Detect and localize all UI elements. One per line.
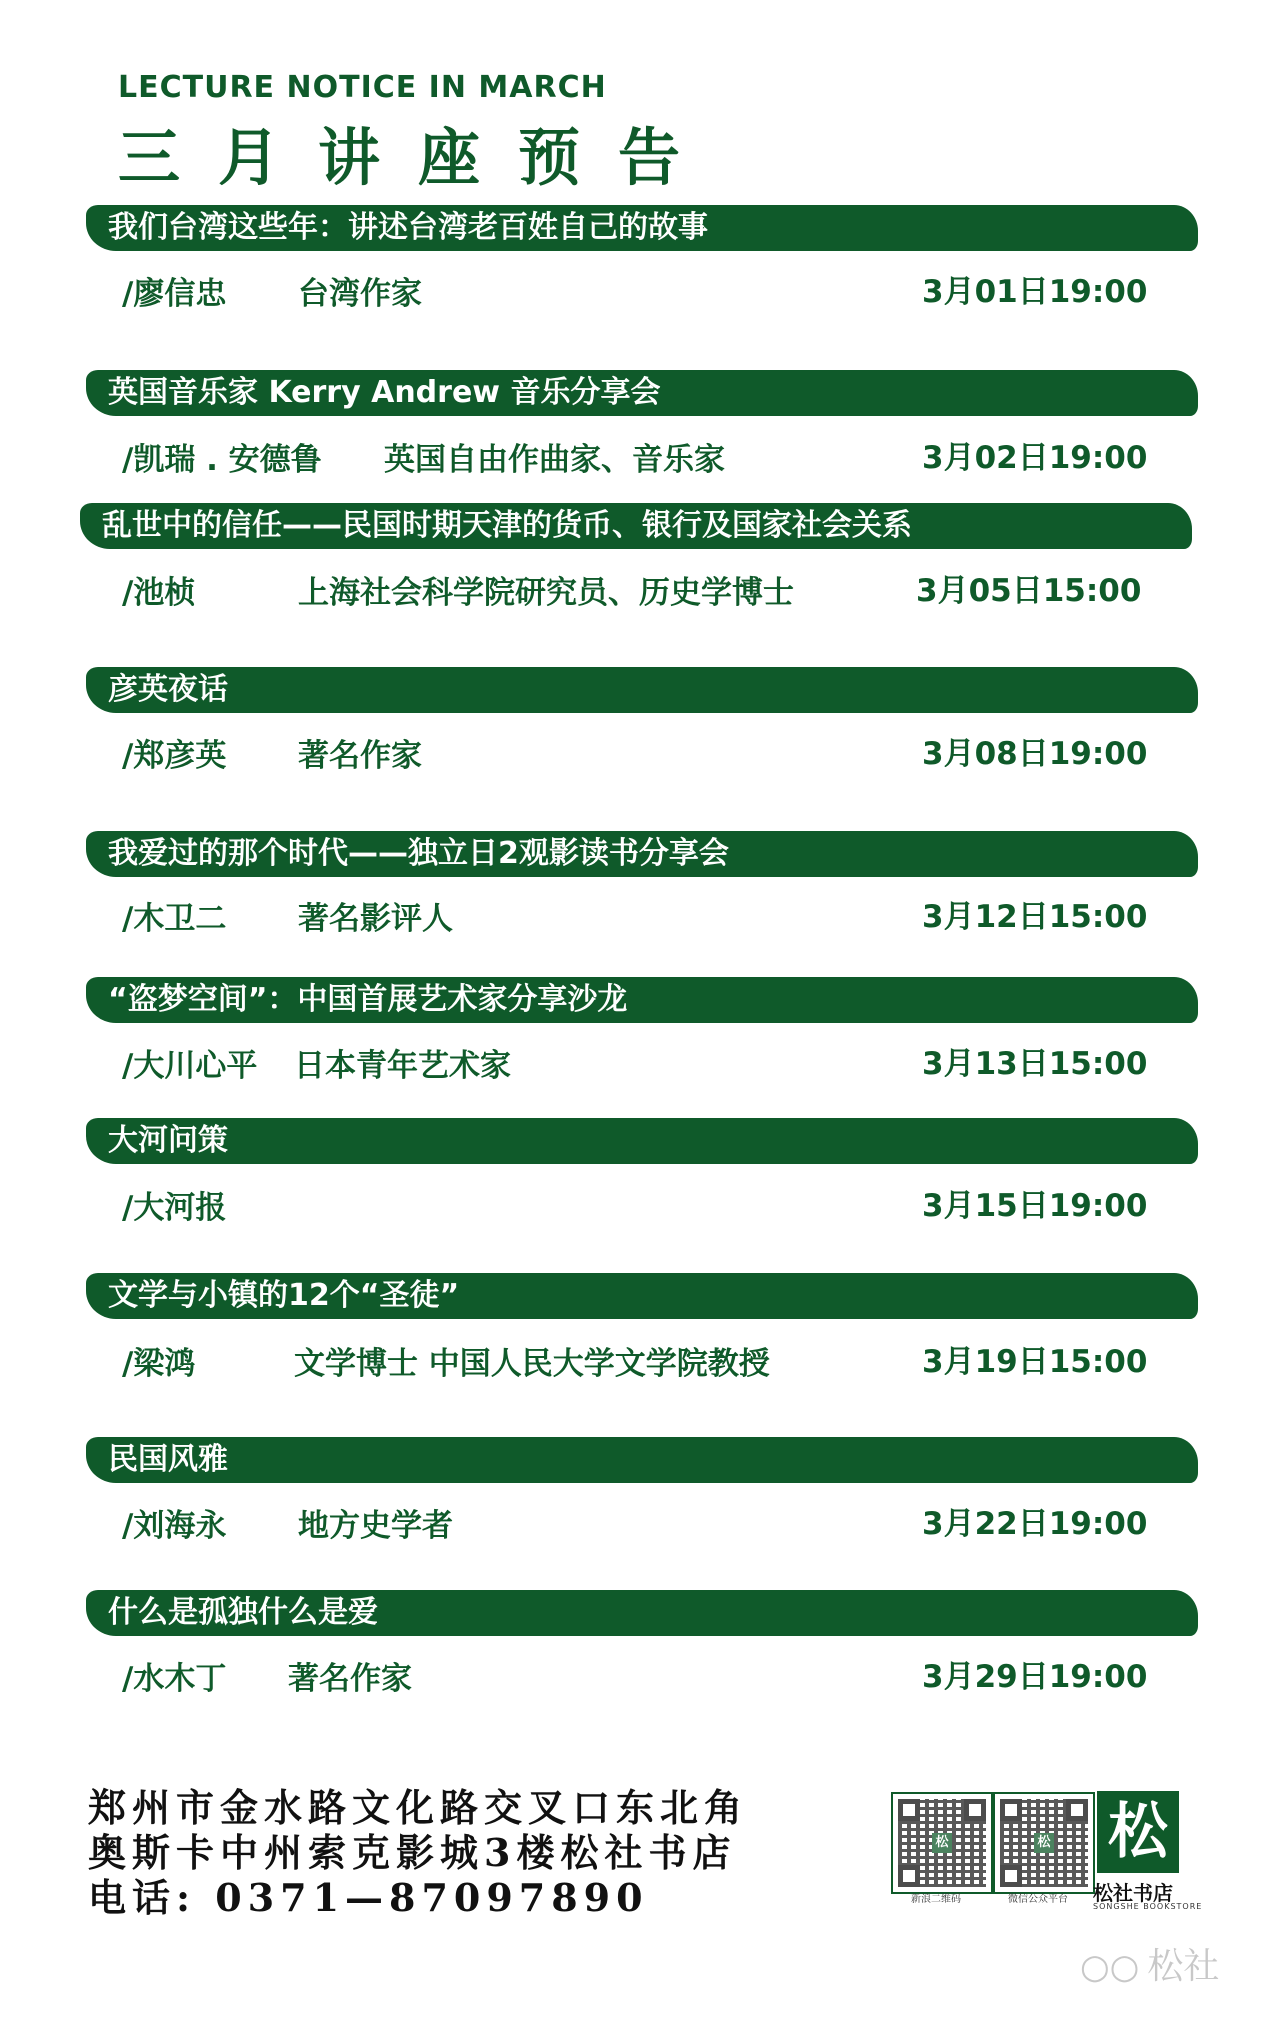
watermark-text: 松社 <box>1147 1946 1220 1987</box>
weibo-qr-caption: 新浪二维码 <box>911 1894 961 1905</box>
event-speaker: /水木丁 <box>122 1661 227 1697</box>
event-speaker-role: 地方史学者 <box>298 1508 453 1544</box>
address-line-2: 奥斯卡中州索克影城3楼松社书店 <box>88 1830 737 1875</box>
event-speaker: /梁鸿 <box>122 1346 196 1382</box>
phone-number: 电话: 0371—87097890 <box>88 1875 649 1920</box>
event-speaker: /刘海永 <box>122 1508 227 1544</box>
event-time: 3月02日19:00 <box>922 440 1148 476</box>
bookstore-name: 松社书店 <box>1093 1881 1173 1905</box>
event-title-bar: 我们台湾这些年：讲述台湾老百姓自己的故事 <box>86 205 1198 251</box>
event-time: 3月19日15:00 <box>922 1344 1148 1380</box>
event-title-bar: 什么是孤独什么是爱 <box>86 1590 1198 1636</box>
event-speaker: /大川心平 <box>122 1048 258 1084</box>
qr-center-logo-icon: 松 <box>932 1833 952 1853</box>
weibo-qr-code <box>891 1792 993 1894</box>
page-title: 三月讲座预告 <box>118 121 719 194</box>
wechat-qr-code <box>993 1792 1095 1894</box>
event-time: 3月13日15:00 <box>922 1046 1148 1082</box>
event-title-bar: 乱世中的信任——民国时期天津的货币、银行及国家社会关系 <box>80 503 1192 549</box>
address-line-1: 郑州市金水路文化路交叉口东北角 <box>88 1785 749 1830</box>
event-speaker: /木卫二 <box>122 901 227 937</box>
event-speaker-role: 著名作家 <box>288 1661 412 1697</box>
event-title-bar: 大河问策 <box>86 1118 1198 1164</box>
event-speaker-role: 台湾作家 <box>298 276 422 312</box>
header-subtitle-en: LECTURE NOTICE IN MARCH <box>118 70 607 105</box>
address-block <box>88 1785 748 1920</box>
event-time: 3月22日19:00 <box>922 1506 1148 1542</box>
event-speaker: /凯瑞 . 安德鲁 <box>122 442 322 478</box>
qr-center-logo-icon: 松 <box>1034 1833 1054 1853</box>
event-speaker-role: 日本青年艺术家 <box>294 1048 511 1084</box>
event-time: 3月05日15:00 <box>916 573 1142 609</box>
event-title-bar: 民国风雅 <box>86 1437 1198 1483</box>
event-title-bar: 英国音乐家 Kerry Andrew 音乐分享会 <box>86 370 1198 416</box>
wechat-qr-caption: 微信公众平台 <box>1008 1894 1068 1905</box>
event-speaker: /大河报 <box>122 1190 227 1226</box>
event-title-bar: 我爱过的那个时代——独立日2观影读书分享会 <box>86 831 1198 877</box>
event-speaker-role: 著名影评人 <box>298 901 453 937</box>
event-speaker-role: 英国自由作曲家、音乐家 <box>384 442 725 478</box>
event-title-bar: 文学与小镇的12个“圣徒” <box>86 1273 1198 1319</box>
event-speaker: /郑彦英 <box>122 738 227 774</box>
event-speaker: /廖信忠 <box>122 276 227 312</box>
bookstore-name-en: SONGSHE BOOKSTORE <box>1093 1902 1203 1911</box>
wechat-icon: ○○ <box>1080 1947 1140 1987</box>
event-time: 3月08日19:00 <box>922 736 1148 772</box>
event-speaker-role: 上海社会科学院研究员、历史学博士 <box>298 575 794 611</box>
event-title-bar: 彦英夜话 <box>86 667 1198 713</box>
event-time: 3月12日15:00 <box>922 899 1148 935</box>
event-time: 3月01日19:00 <box>922 274 1148 310</box>
watermark <box>1080 1938 1219 1989</box>
event-title-bar: “盗梦空间”：中国首展艺术家分享沙龙 <box>86 977 1198 1023</box>
event-speaker-role: 文学博士 中国人民大学文学院教授 <box>294 1346 770 1382</box>
bookstore-logo-icon: 松 <box>1097 1791 1179 1873</box>
event-time: 3月29日19:00 <box>922 1659 1148 1695</box>
event-speaker: /池桢 <box>122 575 196 611</box>
event-speaker-role: 著名作家 <box>298 738 422 774</box>
event-time: 3月15日19:00 <box>922 1188 1148 1224</box>
